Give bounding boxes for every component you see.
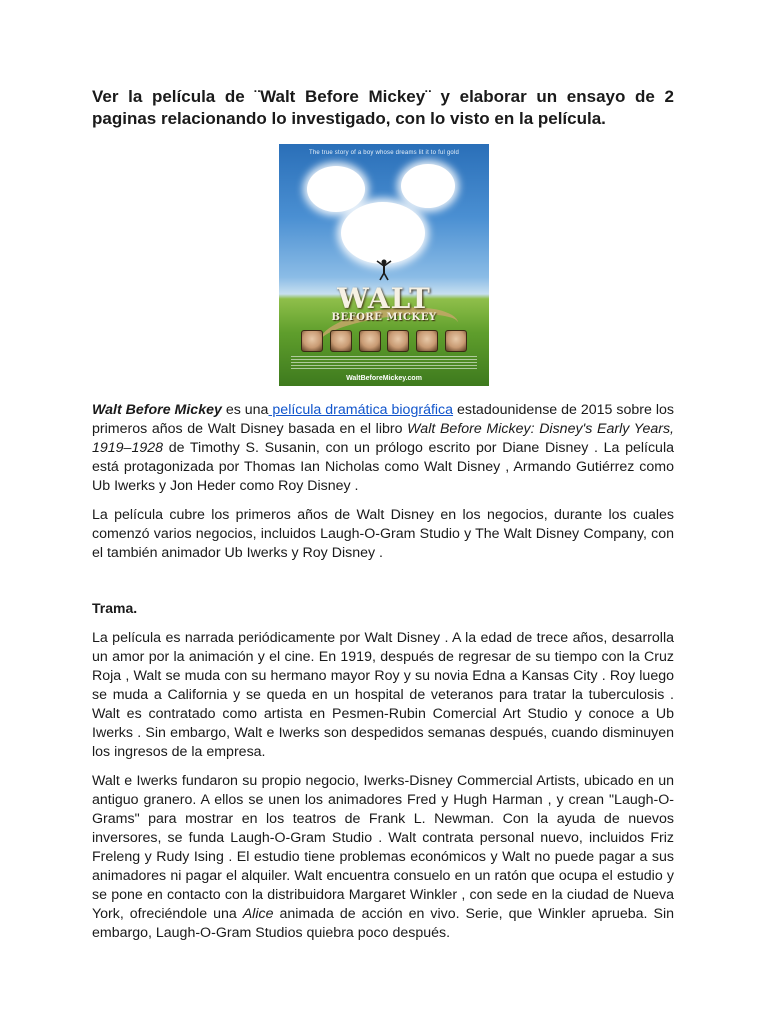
poster-title-before-mickey: BEFORE MICKEY [331,312,437,323]
biopic-link[interactable]: película dramática biográfica [268,402,454,418]
cast-headshot [416,330,438,352]
cast-headshot [301,330,323,352]
plot-heading: Trama. [92,600,138,616]
intro-paragraph [92,401,674,496]
assignment-heading: Ver la película de ¨Walt Before Mickey¨ y elaborar un ensayo de 2 paginas relacionando lo investigado, con lo visto en la película. [92,87,674,128]
poster-tagline: The true story of a boy whose dreams lit it to ful gold [308,150,460,156]
career-paragraph: La película cubre los primeros años de Walt Disney en los negocios, durante los cuales comenzó varios negocios, incluidos Laugh-O-Gram Studio y The Walt Disney Company, con el también animador Ub Iwerks y Roy Disney . [92,507,674,561]
plot-paragraph-1: La película es narrada periódicamente por Walt Disney . A la edad de trece años, desarrolla un amor por la animación y el cine. En 1919, después de regresar de su tiempo con la Cruz Roja , Walt se muda con su hermano mayor Roy y su novia Edna a Kansas City . Roy luego se muda a California y se queda en un hospital de veteranos para tratar la tuberculosis . Walt es contratado como artista en Pesmen-Rubin Comercial Art Studio y conoce a Ub Iwerks . Sin embargo, Walt e Iwerks son despedidos semanas después, cuando disminuyen los ingresos de la empresa. [92,630,674,760]
cast-headshot [330,330,352,352]
book-title: Walt Before Mickey: Disney's Early Years, 1919–1928 [92,421,674,456]
cast-headshot [445,330,467,352]
cast-headshot [359,330,381,352]
plot-paragraph-2 [92,772,674,943]
poster-credits-block [291,356,477,370]
cloud-ear-right [401,164,455,208]
cloud-ear-left [307,166,365,212]
alice-title: Alice [242,906,274,922]
cast-headshots [301,330,467,352]
boy-silhouette-icon [375,259,393,281]
intro-text-3: de Timothy S. Susanin, con un prólogo escrito por Diane Disney . La película está protagonizada por Thomas Ian Nicholas como Walt Disney , Armando Gutiérrez como Ub Iwerks y Jon Heder como Roy Disney . [92,440,674,494]
movie-poster-image [279,144,489,386]
cloud-head [341,202,425,264]
intro-text-2: estadounidense de 2015 sobre los primeros años de Walt Disney basada en el libro [92,402,674,437]
plot-text-1: Walt e Iwerks fundaron su propio negocio, Iwerks-Disney Commercial Artists, ubicado en un antiguo granero. A ellos se unen los animadores Fred y Hugh Harman , y crean "Laugh-O-Grams" para mostrar en los teatros de Frank L. Newman. Con la ayuda de nuevos inversores, se funda Laugh-O-Gram Studio . Walt contrata personal nuevo, incluidos Friz Freleng y Rudy Ising . El estudio tiene problemas económicos y Walt no puede pagar a sus animadores ni pagar el alquiler. Walt encuentra consuelo en un ratón que ocupa el estudio y se pone en contacto con la distribuidora Margaret Winkler , con sede en la ciudad de Nueva York, ofreciéndole una [92,773,674,922]
plot-text-2: animada de acción en vivo. Serie, que Winkler aprueba. Sin embargo, Laugh-O-Gram Studios quiebra poco después. [92,906,674,941]
cast-headshot [387,330,409,352]
poster-title-walt: WALT [337,282,431,315]
poster-website: WaltBeforeMickey.com [346,375,422,382]
intro-text-1: es una [221,402,269,418]
film-title: Walt Before Mickey [92,402,222,418]
document-page [92,86,674,943]
